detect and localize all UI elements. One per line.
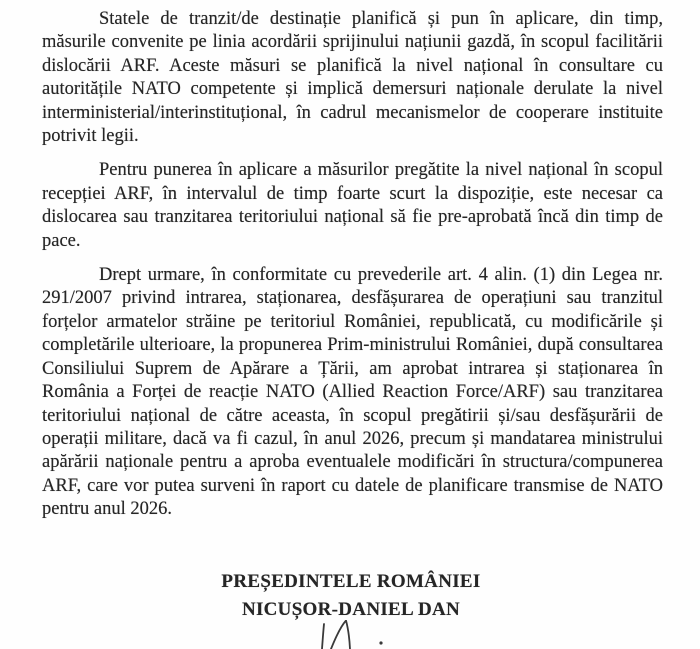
document-body	[42, 8, 663, 533]
handwritten-signature-mark	[308, 620, 398, 649]
signer-title: PREȘEDINTELE ROMÂNIEI	[221, 571, 481, 592]
paragraph-transit-states: Statele de tranzit/de destinație planifică și pun în aplicare, din timp, măsurile convenite pe linia acordării sprijinului națiunii gazdă, în scopul facilitării dislocării ARF. Aceste măsuri se planifică la nivel național în consultare cu autoritățile NATO competente și implică demersuri naționale derulate la nivel interministerial/interinstituțional, în cadrul mecanismelor de cooperare instituite potrivit legii.	[42, 9, 663, 147]
signer-name: NICUȘOR-DANIEL DAN	[241, 599, 461, 620]
paragraph-pre-approval: Pentru punerea în aplicare a măsurilor pregătite la nivel național în scopul recepției ARF, în intervalul de timp foarte scurt la dispoziție, este necesar ca dislocarea sau tranzitarea teritoriului național să fie pre-aprobată încă din timp de pace.	[42, 160, 663, 251]
signature-block	[2, 570, 700, 622]
paragraph-approval-decision: Drept urmare, în conformitate cu prevederile art. 4 alin. (1) din Legea nr. 291/2007 privind intrarea, staționarea, desfășurarea de operațiuni sau tranzitul forțelor armatelor străine pe teritoriul României, republicată, cu modificările și completările ulterioare, la propunerea Prim-ministrului României, după consultarea Consiliului Suprem de Apărare a Țării, am aprobat intrarea și staționarea în România a Forței de reacție NATO (Allied Reaction Force/ARF) sau tranzitarea teritoriului național de către aceasta, în scopul pregătirii și/sau desfășurării de operații militare, dacă va fi cazul, în anul 2026, precum și mandatarea ministrului apărării naționale pentru a aproba eventualele modificări în structura/compunerea ARF, care vor putea surveni în raport cu datele de planificare transmise de NATO pentru anul 2026.	[42, 265, 663, 520]
